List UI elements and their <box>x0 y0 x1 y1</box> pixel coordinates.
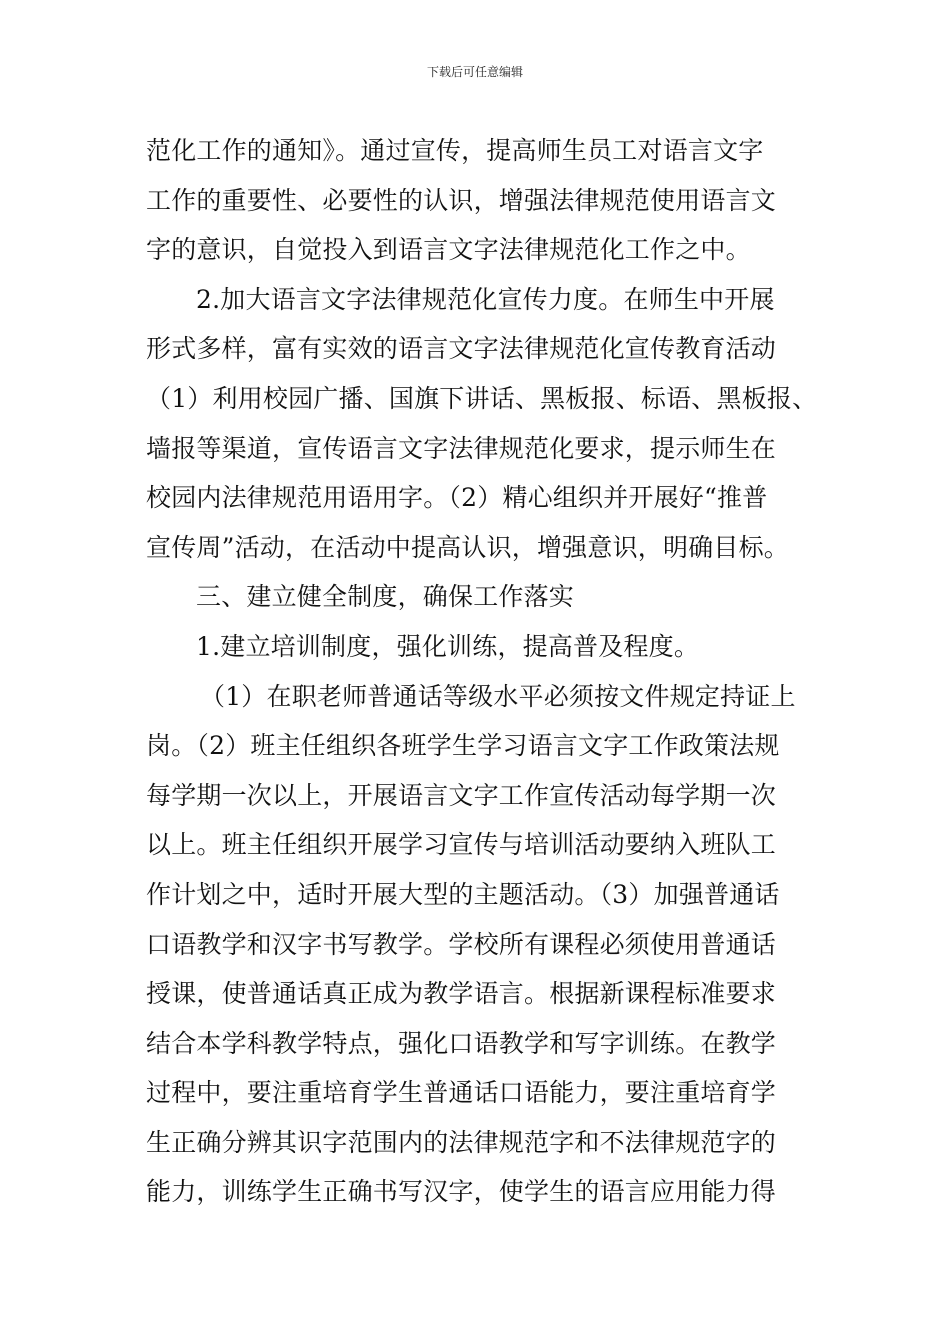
text-line: 宣传周”活动，在活动中提高认识，增强意识，明确目标。 <box>146 532 789 562</box>
text-line: 口语教学和汉字书写教学。学校所有课程必须使用普通话 <box>146 929 777 959</box>
text-line: 作计划之中，适时开展大型的主题活动。（3）加强普通话 <box>146 879 780 909</box>
text-line: 2.加大语言文字法律规范化宣传力度。在师生中开展 <box>196 284 775 314</box>
text-line: 校园内法律规范用语用字。（2）精心组织并开展好“推普 <box>146 483 768 513</box>
text-line: （1）利用校园广播、国旗下讲话、黑板报、标语、黑板报、 <box>146 383 818 413</box>
text-line: 形式多样，富有实效的语言文字法律规范化宣传教育活动 <box>146 334 777 364</box>
text-line: 过程中，要注重培育学生普通话口语能力，要注重培育学 <box>146 1078 777 1108</box>
text-line: 授课，使普通话真正成为教学语言。根据新课程标准要求 <box>146 979 777 1009</box>
text-line: 生正确分辨其识字范围内的法律规范字和不法律规范字的 <box>146 1127 777 1157</box>
text-line: 工作的重要性、必要性的认识，增强法律规范使用语言文 <box>146 185 777 215</box>
text-line: 字的意识，自觉投入到语言文字法律规范化工作之中。 <box>146 235 751 265</box>
section-heading: 三、建立健全制度，确保工作落实 <box>196 582 575 612</box>
text-line: 结合本学科教学特点，强化口语教学和写字训练。在教学 <box>146 1028 777 1058</box>
text-line: 每学期一次以上，开展语言文字工作宣传活动每学期一次 <box>146 780 777 810</box>
text-line: （1）在职老师普通话等级水平必须按文件规定持证上 <box>200 681 796 711</box>
text-line: 1.建立培训制度，强化训练，提高普及程度。 <box>196 631 700 661</box>
document-body <box>146 126 826 1217</box>
text-line: 墙报等渠道，宣传语言文字法律规范化要求，提示师生在 <box>146 433 777 463</box>
text-line: 能力，训练学生正确书写汉字，使学生的语言应用能力得 <box>146 1177 777 1207</box>
text-line: 范化工作的通知》。通过宣传，提高师生员工对语言文字 <box>146 136 764 165</box>
text-line: 以上。班主任组织开展学习宣传与培训活动要纳入班队工 <box>146 830 777 860</box>
text-line: 岗。（2）班主任组织各班学生学习语言文字工作政策法规 <box>146 731 780 761</box>
page-header: 下载后可任意编辑 <box>426 65 523 79</box>
